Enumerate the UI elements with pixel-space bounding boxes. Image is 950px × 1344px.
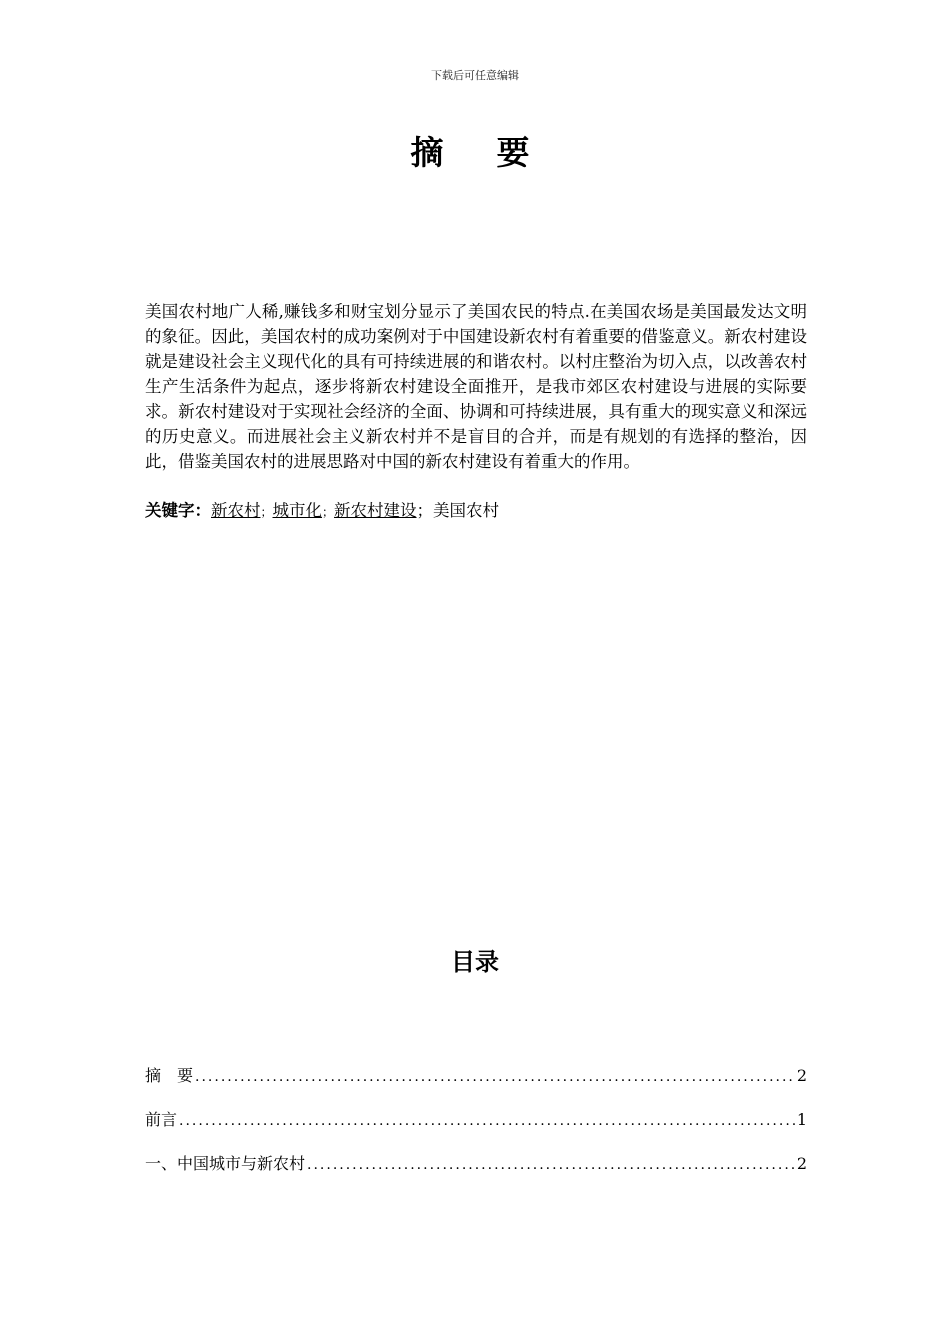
toc-title: 目录 bbox=[451, 948, 499, 976]
toc-entry-page: 2 bbox=[796, 1066, 807, 1085]
toc-entry-page: 1 bbox=[796, 1110, 807, 1129]
toc-entry-label: 一、中国城市与新农村 bbox=[145, 1154, 306, 1173]
abstract-title: 摘 要 bbox=[410, 133, 540, 172]
toc-entry[interactable] bbox=[145, 1107, 807, 1151]
table-of-contents bbox=[145, 1063, 807, 1195]
toc-entry-page: 2 bbox=[796, 1154, 807, 1173]
toc-leader-dots bbox=[179, 1113, 795, 1129]
keyword-separator: ； bbox=[322, 505, 335, 519]
keyword-text: 美国农村 bbox=[433, 501, 500, 520]
keywords-label: 关键字： bbox=[145, 501, 211, 520]
keyword-link[interactable]: 新农村 bbox=[211, 501, 261, 520]
toc-leader-dots bbox=[195, 1069, 795, 1085]
abstract-body: 美国农村地广人稀,赚钱多和财宝划分显示了美国农民的特点.在美国农场是美国最发达文明的象征。因此，美国农村的成功案例对于中国建设新农村有着重要的借鉴意义。新农村建设就是建设社会主义现代化的具有可持续进展的和谐农村。以村庄整治为切入点，以改善农村生产生活条件为起点，逐步将新农村建设全面推开，是我市郊区农村建设与进展的实际要求。新农村建设对于实现社会经济的全面、协调和可持续进展，具有重大的现实意义和深远的历史意义。而进展社会主义新农村并不是盲目的合并，而是有规划的有选择的整治，因此，借鉴美国农村的进展思路对中国的新农村建设有着重大的作用。 bbox=[145, 302, 807, 471]
toc-leader-dots bbox=[307, 1157, 795, 1173]
keyword-link[interactable]: 新农村建设 bbox=[334, 501, 417, 520]
keywords-line bbox=[145, 498, 807, 525]
toc-entry[interactable] bbox=[145, 1151, 807, 1195]
keyword-separator: ； bbox=[416, 501, 434, 520]
toc-entry-label: 摘 要 bbox=[145, 1066, 194, 1085]
header-note: 下载后可任意编辑 bbox=[431, 69, 519, 82]
toc-entry-label: 前言 bbox=[145, 1110, 178, 1129]
keyword-link[interactable]: 城市化 bbox=[272, 501, 323, 520]
toc-entry[interactable] bbox=[145, 1063, 807, 1107]
keyword-separator: ； bbox=[260, 505, 273, 519]
